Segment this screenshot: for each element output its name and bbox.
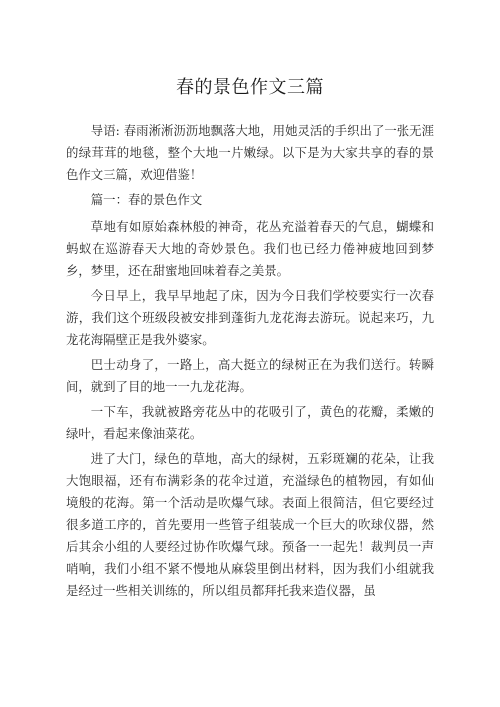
body-paragraph: 草地有如原始森林般的神奇，花丛充溢着春天的气息，蝴蝶和蚂蚁在巡游春天大地的奇妙景色。我们也已经力倦神疲地回到梦乡，梦里，还在甜蜜地回味着春之美景。 (66, 219, 434, 278)
document-title: 春的景色作文三篇 (176, 77, 324, 98)
document-body (66, 120, 434, 605)
body-paragraph: 今日早上，我早早地起了床，因为今日我们学校要实行一次春游，我们这个班级段被安排到蓬街九龙花海去游玩。说起来巧，九龙花海隔壁正是我外婆家。 (66, 288, 434, 347)
body-paragraph: 一下车，我就被路旁花丛中的花吸引了，黄色的花瓣，柔嫩的绿叶，看起来像油菜花。 (66, 404, 434, 441)
section-heading: 篇一：春的景色作文 (90, 192, 203, 207)
body-paragraph: 巴士动身了，一路上，高大挺立的绿树正在为我们送行。转瞬间，就到了目的地一一九龙花海。 (66, 357, 434, 394)
body-paragraph: 进了大门，绿色的草地，高大的绿树，五彩斑斓的花朵，让我大饱眼福，还有布满彩条的花伞过道，充溢绿色的植物园，有如仙境般的花海。第一个活动是吹爆气球。表面上很简洁，但它要经过很多道工序的，首先要用一些管子组装成一个巨大的吹球仪器，然后其余小组的人要经过协作吹爆气球。预备一一起先！裁判员一声哨响，我们小组不紧不慢地从麻袋里倒出材料，因为我们小组就我是经过一些相关训练的，所以组员都拜托我来造仪器，虽 (66, 451, 434, 598)
intro-paragraph: 导语: 春雨淅淅沥沥地飘落大地，用她灵活的手织出了一张无涯的绿茸茸的地毯，整个大地一片嫩绿。以下是为大家共享的春的景色作文三篇，欢迎借鉴！ (66, 123, 434, 182)
